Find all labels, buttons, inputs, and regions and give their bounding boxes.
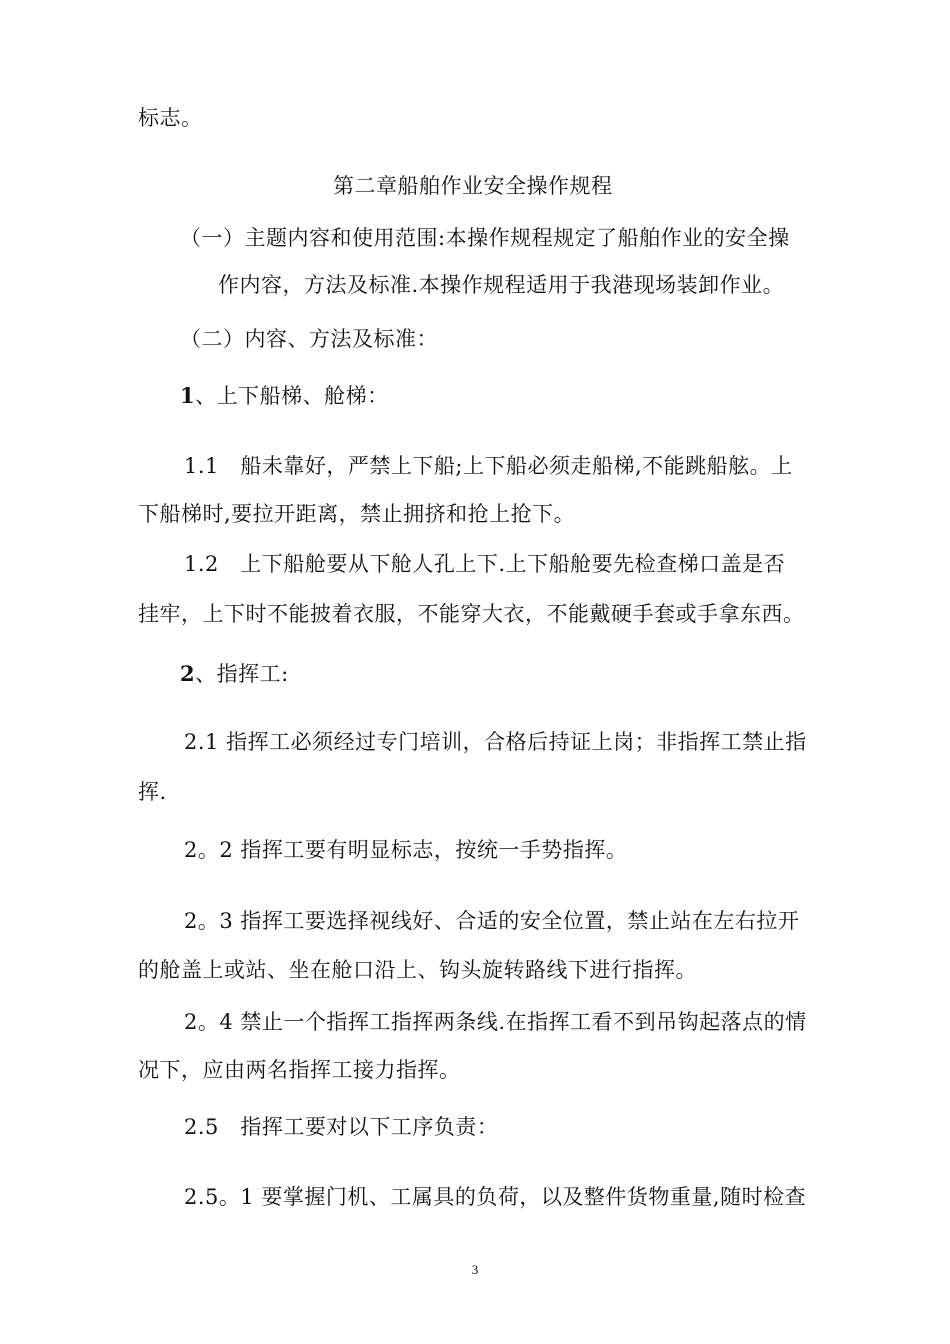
text-line: 作内容，方法及标准.本操作规程适用于我港现场装卸作业。 bbox=[218, 273, 785, 297]
text-line: 2。3 指挥工要选择视线好、合适的安全位置，禁止站在左右拉开 bbox=[184, 909, 800, 933]
section-heading-text: 、上下船梯、舱梯： bbox=[195, 384, 389, 408]
text-line: 挥. bbox=[138, 780, 167, 804]
chapter-title: 第二章船舶作业安全操作规程 bbox=[333, 174, 613, 198]
section-heading-text: 、指挥工: bbox=[195, 662, 289, 686]
text-line: 挂牢，上下时不能披着衣服，不能穿大衣，不能戴硬手套或手拿东西。 bbox=[138, 602, 805, 626]
text-line: 2。4 禁止一个指挥工指挥两条线.在指挥工看不到吊钩起落点的情 bbox=[184, 1010, 807, 1034]
text-line: 2.5。1 要掌握门机、工属具的负荷，以及整件货物重量,随时检查 bbox=[184, 1185, 807, 1209]
text-line: （一）主题内容和使用范围:本操作规程规定了船舶作业的安全操 bbox=[180, 226, 790, 250]
text-line: （二）内容、方法及标准： bbox=[180, 327, 438, 351]
text-line: 2.1 指挥工必须经过专门培训，合格后持证上岗；非指挥工禁止指 bbox=[184, 730, 807, 754]
text-line: 2.5 指挥工要对以下工序负责： bbox=[184, 1115, 499, 1139]
text-line: 标志。 bbox=[138, 106, 203, 130]
text-line: 的舱盖上或站、坐在舱口沿上、钩头旋转路线下进行指挥。 bbox=[138, 958, 697, 982]
section-heading bbox=[180, 382, 389, 410]
page-number: 3 bbox=[471, 1262, 479, 1277]
text-line: 1.2 上下船舱要从下舱人孔上下.上下船舱要先检查梯口盖是否 bbox=[184, 552, 786, 576]
section-number: 1 bbox=[180, 383, 196, 408]
section-number: 2 bbox=[180, 661, 196, 686]
text-line: 2。2 指挥工要有明显标志，按统一手势指挥。 bbox=[184, 838, 628, 862]
text-line: 1.1 船未靠好，严禁上下船;上下船必须走船梯,不能跳船舷。上 bbox=[184, 454, 793, 478]
section-heading bbox=[180, 660, 289, 688]
text-line: 下船梯时,要拉开距离，禁止拥挤和抢上抢下。 bbox=[138, 502, 576, 526]
text-line: 况下，应由两名指挥工接力指挥。 bbox=[138, 1058, 461, 1082]
